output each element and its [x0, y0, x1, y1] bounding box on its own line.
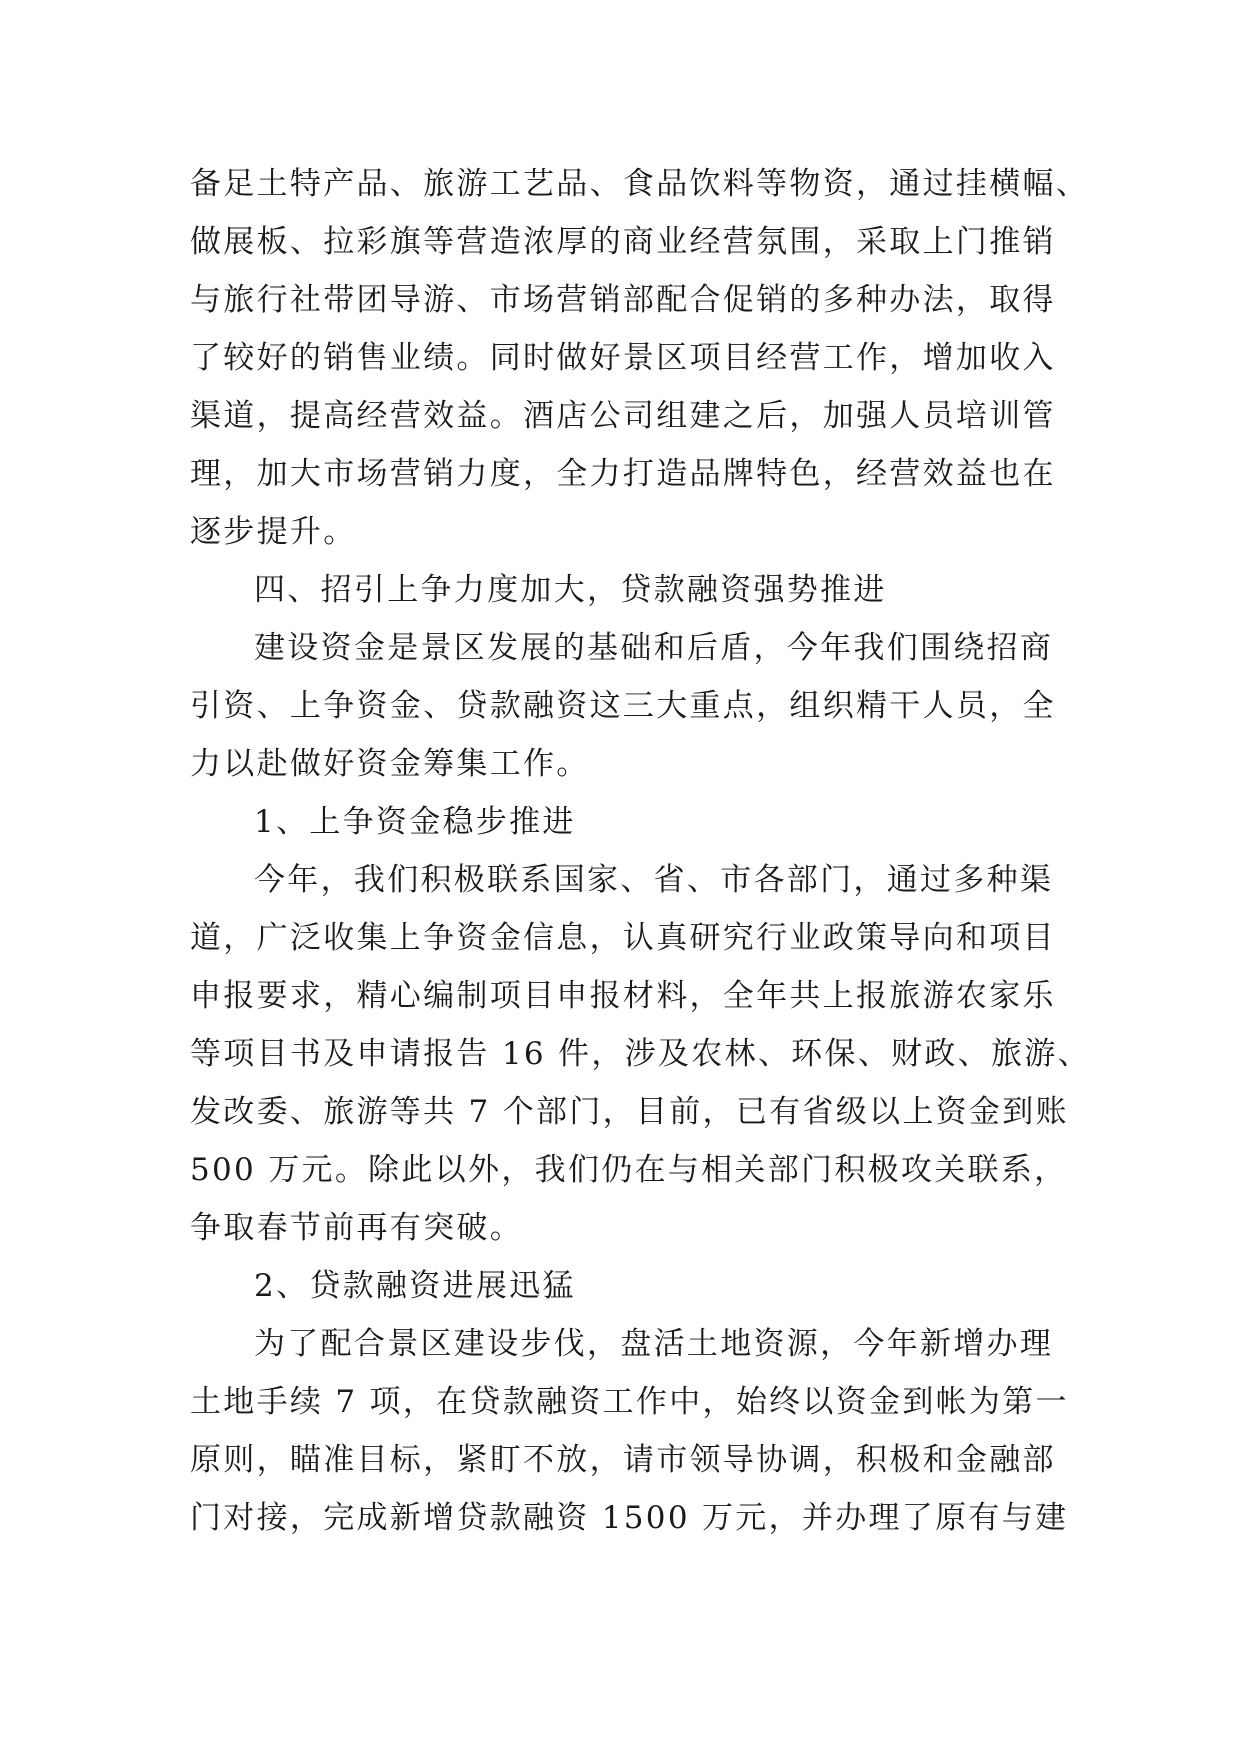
text-line: 力以赴做好资金筹集工作。 — [190, 746, 590, 782]
text-line: 发改委、旅游等共 7 个部门，目前，已有省级以上资金到账 — [190, 1094, 1069, 1130]
section-heading: 四、招引上争力度加大，贷款融资强势推进 — [254, 572, 887, 608]
subsection-heading: 2、贷款融资进展迅猛 — [254, 1268, 576, 1304]
text-line: 为了配合景区建设步伐，盘活土地资源，今年新增办理 — [254, 1326, 1054, 1362]
text-line: 今年，我们积极联系国家、省、市各部门，通过多种渠 — [254, 862, 1054, 898]
text-line: 渠道，提高经营效益。酒店公司组建之后，加强人员培训管 — [190, 398, 1056, 434]
subsection-heading: 1、上争资金稳步推进 — [254, 804, 576, 840]
text-line: 做展板、拉彩旗等营造浓厚的商业经营氛围，采取上门推销 — [190, 224, 1056, 260]
text-line: 与旅行社带团导游、市场营销部配合促销的多种办法，取得 — [190, 282, 1056, 318]
text-line: 等项目书及申请报告 16 件，涉及农林、环保、财政、旅游、 — [190, 1036, 1091, 1072]
text-line: 备足土特产品、旅游工艺品、食品饮料等物资，通过挂横幅、 — [190, 166, 1090, 202]
text-line: 理，加大市场营销力度，全力打造品牌特色，经营效益也在 — [190, 456, 1056, 492]
text-line: 500 万元。除此以外，我们仍在与相关部门积极攻关联系， — [190, 1152, 1068, 1188]
text-line: 逐步提升。 — [190, 514, 357, 550]
text-line: 争取春节前再有突破。 — [190, 1210, 523, 1246]
text-line: 门对接，完成新增贷款融资 1500 万元，并办理了原有与建 — [190, 1500, 1069, 1536]
text-line: 建设资金是景区发展的基础和后盾，今年我们围绕招商 — [254, 630, 1054, 666]
text-line: 道，广泛收集上争资金信息，认真研究行业政策导向和项目 — [190, 920, 1056, 956]
text-line: 原则，瞄准目标，紧盯不放，请市领导协调，积极和金融部 — [190, 1442, 1056, 1478]
text-line: 申报要求，精心编制项目申报材料，全年共上报旅游农家乐 — [190, 978, 1056, 1014]
text-line: 引资、上争资金、贷款融资这三大重点，组织精干人员，全 — [190, 688, 1056, 724]
text-line: 了较好的销售业绩。同时做好景区项目经营工作，增加收入 — [190, 340, 1056, 376]
text-line: 土地手续 7 项，在贷款融资工作中，始终以资金到帐为第一 — [190, 1384, 1069, 1420]
